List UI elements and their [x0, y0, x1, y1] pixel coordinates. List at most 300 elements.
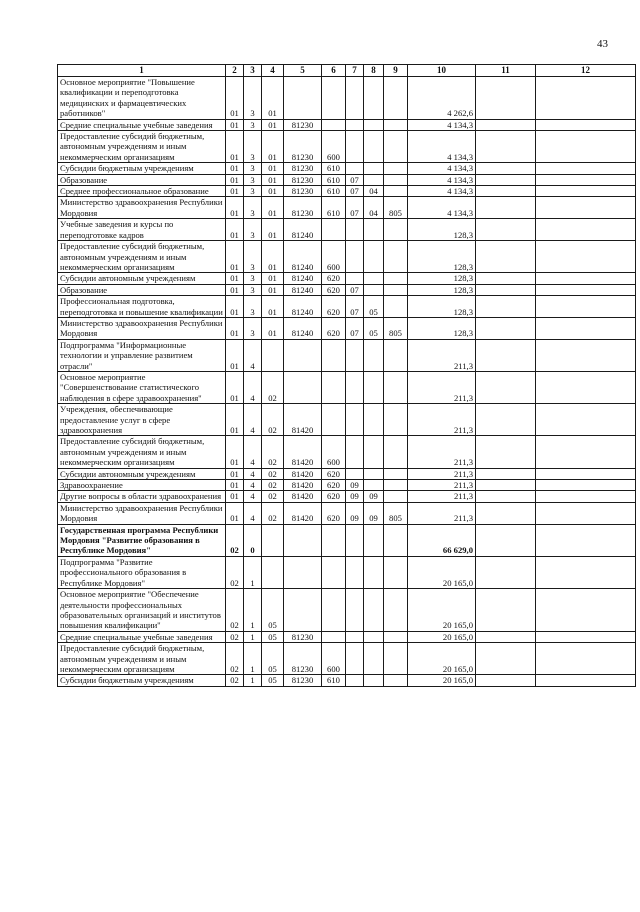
table-row [58, 480, 636, 491]
row-name-cell: Предоставление субсидий бюджетным, автономным учреждениям и иным некоммерческим организациям [58, 643, 226, 675]
amount-cell: 4 134,3 [408, 119, 476, 130]
code-cell-7 [346, 339, 364, 371]
code-cell-3: 3 [244, 296, 262, 318]
amount-cell: 4 134,3 [408, 186, 476, 197]
code-cell-2: 01 [226, 284, 244, 295]
code-cell-4: 02 [262, 371, 284, 403]
code-cell-5: 81420 [284, 480, 322, 491]
code-cell-7 [346, 371, 364, 403]
code-cell-6: 610 [322, 163, 346, 174]
code-cell-3: 3 [244, 241, 262, 273]
code-cell-4: 01 [262, 197, 284, 219]
empty-cell-11 [476, 502, 536, 524]
table-row [58, 524, 636, 556]
code-cell-2: 01 [226, 468, 244, 479]
code-cell-4: 02 [262, 491, 284, 502]
code-cell-6 [322, 339, 346, 371]
empty-cell-12 [536, 77, 636, 120]
empty-cell-12 [536, 556, 636, 588]
code-cell-3: 4 [244, 491, 262, 502]
header-col-1: 1 [58, 65, 226, 77]
code-cell-3: 3 [244, 186, 262, 197]
code-cell-6: 610 [322, 174, 346, 185]
code-cell-4: 05 [262, 643, 284, 675]
code-cell-6: 610 [322, 186, 346, 197]
code-cell-8: 09 [364, 502, 384, 524]
code-cell-9 [384, 436, 408, 468]
code-cell-6 [322, 524, 346, 556]
header-col-7: 7 [346, 65, 364, 77]
code-cell-2: 01 [226, 241, 244, 273]
code-cell-6: 620 [322, 317, 346, 339]
code-cell-3: 1 [244, 675, 262, 686]
code-cell-8 [364, 643, 384, 675]
code-cell-7: 07 [346, 186, 364, 197]
row-name-cell: Профессиональная подготовка, переподготовка и повышение квалификации [58, 296, 226, 318]
code-cell-5 [284, 77, 322, 120]
code-cell-9: 805 [384, 197, 408, 219]
row-name-cell: Предоставление субсидий бюджетным, автономным учреждениям и иным некоммерческим организациям [58, 131, 226, 163]
empty-cell-11 [476, 524, 536, 556]
amount-cell: 20 165,0 [408, 589, 476, 632]
code-cell-6: 620 [322, 468, 346, 479]
empty-cell-11 [476, 241, 536, 273]
code-cell-4: 01 [262, 77, 284, 120]
code-cell-5: 81230 [284, 197, 322, 219]
code-cell-2: 01 [226, 77, 244, 120]
header-col-12: 12 [536, 65, 636, 77]
row-name-cell: Субсидии бюджетным учреждениям [58, 163, 226, 174]
empty-cell-12 [536, 119, 636, 130]
table-row [58, 241, 636, 273]
empty-cell-12 [536, 371, 636, 403]
code-cell-9 [384, 163, 408, 174]
code-cell-9 [384, 186, 408, 197]
empty-cell-12 [536, 339, 636, 371]
empty-cell-12 [536, 197, 636, 219]
code-cell-6 [322, 119, 346, 130]
code-cell-2: 02 [226, 631, 244, 642]
code-cell-6 [322, 556, 346, 588]
code-cell-3: 3 [244, 284, 262, 295]
code-cell-9 [384, 589, 408, 632]
code-cell-8 [364, 284, 384, 295]
empty-cell-11 [476, 675, 536, 686]
code-cell-3: 3 [244, 174, 262, 185]
code-cell-4: 01 [262, 284, 284, 295]
code-cell-3: 1 [244, 631, 262, 642]
empty-cell-11 [476, 371, 536, 403]
amount-cell: 128,3 [408, 296, 476, 318]
code-cell-8 [364, 163, 384, 174]
table-row [58, 163, 636, 174]
code-cell-4 [262, 339, 284, 371]
code-cell-7: 07 [346, 296, 364, 318]
amount-cell: 128,3 [408, 317, 476, 339]
code-cell-4: 05 [262, 631, 284, 642]
table-row [58, 502, 636, 524]
row-name-cell: Предоставление субсидий бюджетным, автономным учреждениям и иным некоммерческим организациям [58, 241, 226, 273]
code-cell-7: 07 [346, 317, 364, 339]
code-cell-6 [322, 631, 346, 642]
empty-cell-11 [476, 436, 536, 468]
code-cell-8 [364, 675, 384, 686]
table-row [58, 273, 636, 284]
header-col-4: 4 [262, 65, 284, 77]
code-cell-9 [384, 273, 408, 284]
code-cell-5: 81230 [284, 163, 322, 174]
row-name-cell: Основное мероприятие "Обеспечение деятельности профессиональных образовательных организаций и институтов повышения квалификации" [58, 589, 226, 632]
code-cell-6: 620 [322, 273, 346, 284]
code-cell-5 [284, 339, 322, 371]
budget-table [57, 64, 636, 687]
empty-cell-12 [536, 589, 636, 632]
code-cell-7 [346, 675, 364, 686]
code-cell-5: 81420 [284, 404, 322, 436]
code-cell-7: 09 [346, 491, 364, 502]
code-cell-5 [284, 371, 322, 403]
code-cell-6: 620 [322, 502, 346, 524]
code-cell-6 [322, 371, 346, 403]
table-row [58, 371, 636, 403]
amount-cell: 128,3 [408, 219, 476, 241]
code-cell-8 [364, 468, 384, 479]
code-cell-9 [384, 675, 408, 686]
code-cell-8 [364, 631, 384, 642]
code-cell-7 [346, 219, 364, 241]
code-cell-9 [384, 131, 408, 163]
table-row [58, 186, 636, 197]
code-cell-6: 620 [322, 284, 346, 295]
empty-cell-11 [476, 404, 536, 436]
amount-cell: 4 134,3 [408, 174, 476, 185]
table-row [58, 131, 636, 163]
code-cell-8: 09 [364, 491, 384, 502]
amount-cell: 128,3 [408, 284, 476, 295]
code-cell-2: 02 [226, 675, 244, 686]
empty-cell-11 [476, 468, 536, 479]
empty-cell-12 [536, 317, 636, 339]
code-cell-6: 600 [322, 131, 346, 163]
code-cell-4: 01 [262, 219, 284, 241]
row-name-cell: Учебные заведения и курсы по переподготовке кадров [58, 219, 226, 241]
empty-cell-11 [476, 186, 536, 197]
header-row [58, 65, 636, 77]
code-cell-7 [346, 241, 364, 273]
empty-cell-12 [536, 502, 636, 524]
empty-cell-12 [536, 404, 636, 436]
code-cell-3: 4 [244, 339, 262, 371]
code-cell-2: 01 [226, 339, 244, 371]
code-cell-4: 05 [262, 675, 284, 686]
code-cell-9 [384, 524, 408, 556]
empty-cell-12 [536, 174, 636, 185]
empty-cell-11 [476, 273, 536, 284]
code-cell-9 [384, 468, 408, 479]
code-cell-3: 1 [244, 643, 262, 675]
code-cell-2: 01 [226, 491, 244, 502]
code-cell-6: 600 [322, 643, 346, 675]
empty-cell-12 [536, 241, 636, 273]
code-cell-9 [384, 643, 408, 675]
code-cell-5 [284, 589, 322, 632]
table-row [58, 296, 636, 318]
code-cell-3: 3 [244, 197, 262, 219]
code-cell-3: 4 [244, 502, 262, 524]
table-body [58, 77, 636, 687]
empty-cell-12 [536, 436, 636, 468]
row-name-cell: Средние специальные учебные заведения [58, 631, 226, 642]
empty-cell-12 [536, 186, 636, 197]
empty-cell-11 [476, 296, 536, 318]
amount-cell: 20 165,0 [408, 675, 476, 686]
code-cell-7 [346, 631, 364, 642]
empty-cell-11 [476, 317, 536, 339]
header-col-11: 11 [476, 65, 536, 77]
table-row [58, 174, 636, 185]
code-cell-2: 01 [226, 480, 244, 491]
code-cell-3: 3 [244, 77, 262, 120]
amount-cell: 211,3 [408, 436, 476, 468]
code-cell-7 [346, 556, 364, 588]
code-cell-5: 81230 [284, 119, 322, 130]
code-cell-2: 02 [226, 589, 244, 632]
code-cell-2: 01 [226, 502, 244, 524]
code-cell-6 [322, 77, 346, 120]
code-cell-6 [322, 219, 346, 241]
code-cell-3: 3 [244, 273, 262, 284]
code-cell-5: 81420 [284, 502, 322, 524]
empty-cell-12 [536, 631, 636, 642]
code-cell-8 [364, 556, 384, 588]
code-cell-9 [384, 174, 408, 185]
header-col-2: 2 [226, 65, 244, 77]
code-cell-2: 01 [226, 186, 244, 197]
code-cell-7 [346, 404, 364, 436]
code-cell-6: 610 [322, 675, 346, 686]
code-cell-4: 01 [262, 317, 284, 339]
code-cell-2: 01 [226, 371, 244, 403]
empty-cell-12 [536, 491, 636, 502]
code-cell-3: 3 [244, 219, 262, 241]
table-row [58, 197, 636, 219]
code-cell-9 [384, 219, 408, 241]
code-cell-7 [346, 163, 364, 174]
code-cell-8 [364, 436, 384, 468]
code-cell-8 [364, 524, 384, 556]
code-cell-5: 81230 [284, 643, 322, 675]
code-cell-3: 4 [244, 404, 262, 436]
row-name-cell: Здравоохранение [58, 480, 226, 491]
code-cell-8 [364, 480, 384, 491]
empty-cell-12 [536, 468, 636, 479]
table-row [58, 675, 636, 686]
row-name-cell: Средние специальные учебные заведения [58, 119, 226, 130]
code-cell-8 [364, 174, 384, 185]
code-cell-8 [364, 131, 384, 163]
amount-cell: 211,3 [408, 371, 476, 403]
empty-cell-11 [476, 119, 536, 130]
table-row [58, 631, 636, 642]
empty-cell-12 [536, 480, 636, 491]
code-cell-4: 01 [262, 163, 284, 174]
code-cell-8 [364, 404, 384, 436]
empty-cell-11 [476, 284, 536, 295]
amount-cell: 4 134,3 [408, 131, 476, 163]
header-col-6: 6 [322, 65, 346, 77]
code-cell-9: 805 [384, 502, 408, 524]
code-cell-4: 02 [262, 436, 284, 468]
code-cell-5: 81240 [284, 219, 322, 241]
code-cell-9 [384, 284, 408, 295]
empty-cell-11 [476, 480, 536, 491]
code-cell-4: 02 [262, 404, 284, 436]
row-name-cell: Среднее профессиональное образование [58, 186, 226, 197]
code-cell-7 [346, 589, 364, 632]
code-cell-3: 4 [244, 468, 262, 479]
code-cell-4: 02 [262, 480, 284, 491]
code-cell-3: 4 [244, 436, 262, 468]
row-name-cell: Образование [58, 174, 226, 185]
code-cell-8 [364, 589, 384, 632]
code-cell-8: 05 [364, 296, 384, 318]
code-cell-9 [384, 404, 408, 436]
table-row [58, 317, 636, 339]
amount-cell: 20 165,0 [408, 631, 476, 642]
table-row [58, 468, 636, 479]
code-cell-4: 02 [262, 502, 284, 524]
code-cell-8 [364, 241, 384, 273]
row-name-cell: Основное мероприятие "Совершенствование статистического наблюдения в сфере здравоохранения" [58, 371, 226, 403]
code-cell-5: 81420 [284, 436, 322, 468]
row-name-cell: Предоставление субсидий бюджетным, автономным учреждениям и иным некоммерческим организациям [58, 436, 226, 468]
code-cell-7: 07 [346, 197, 364, 219]
code-cell-3: 4 [244, 371, 262, 403]
row-name-cell: Образование [58, 284, 226, 295]
code-cell-7 [346, 119, 364, 130]
code-cell-8: 05 [364, 317, 384, 339]
code-cell-5: 81230 [284, 675, 322, 686]
code-cell-5: 81240 [284, 317, 322, 339]
table-row [58, 436, 636, 468]
header-col-9: 9 [384, 65, 408, 77]
code-cell-7: 09 [346, 502, 364, 524]
code-cell-7: 07 [346, 284, 364, 295]
row-name-cell: Субсидии автономным учреждениям [58, 273, 226, 284]
table-row [58, 339, 636, 371]
amount-cell: 20 165,0 [408, 643, 476, 675]
row-name-cell: Основное мероприятие "Повышение квалификации и переподготовка медицинских и фармацевтических работников" [58, 77, 226, 120]
empty-cell-12 [536, 163, 636, 174]
table-row [58, 219, 636, 241]
code-cell-7 [346, 436, 364, 468]
row-name-cell: Учреждения, обеспечивающие предоставление услуг в сфере здравоохранения [58, 404, 226, 436]
code-cell-4: 01 [262, 119, 284, 130]
code-cell-5: 81240 [284, 273, 322, 284]
code-cell-9 [384, 480, 408, 491]
table-row [58, 119, 636, 130]
code-cell-2: 01 [226, 273, 244, 284]
code-cell-8 [364, 273, 384, 284]
code-cell-9 [384, 296, 408, 318]
empty-cell-12 [536, 219, 636, 241]
code-cell-6: 620 [322, 296, 346, 318]
amount-cell: 211,3 [408, 491, 476, 502]
table-row [58, 643, 636, 675]
amount-cell: 66 629,0 [408, 524, 476, 556]
empty-cell-11 [476, 556, 536, 588]
code-cell-9 [384, 119, 408, 130]
code-cell-9 [384, 371, 408, 403]
code-cell-4: 01 [262, 273, 284, 284]
code-cell-4: 01 [262, 131, 284, 163]
code-cell-2: 01 [226, 131, 244, 163]
code-cell-5 [284, 556, 322, 588]
code-cell-5: 81230 [284, 174, 322, 185]
row-name-cell: Государственная программа Республики Мордовия "Развитие образования в Республике Мордовия" [58, 524, 226, 556]
empty-cell-11 [476, 131, 536, 163]
code-cell-6: 610 [322, 197, 346, 219]
code-cell-4: 01 [262, 174, 284, 185]
page-number: 43 [597, 38, 608, 50]
code-cell-2: 01 [226, 404, 244, 436]
code-cell-2: 01 [226, 317, 244, 339]
code-cell-5: 81230 [284, 131, 322, 163]
code-cell-6: 620 [322, 491, 346, 502]
row-name-cell: Другие вопросы в области здравоохранения [58, 491, 226, 502]
amount-cell: 211,3 [408, 502, 476, 524]
code-cell-6: 600 [322, 241, 346, 273]
code-cell-3: 3 [244, 163, 262, 174]
code-cell-8 [364, 371, 384, 403]
code-cell-2: 02 [226, 643, 244, 675]
code-cell-3: 1 [244, 589, 262, 632]
table-row [58, 404, 636, 436]
code-cell-6 [322, 589, 346, 632]
code-cell-2: 01 [226, 296, 244, 318]
header-col-3: 3 [244, 65, 262, 77]
code-cell-4: 01 [262, 186, 284, 197]
table-row [58, 491, 636, 502]
code-cell-5: 81420 [284, 468, 322, 479]
amount-cell: 128,3 [408, 273, 476, 284]
code-cell-9 [384, 77, 408, 120]
empty-cell-11 [476, 631, 536, 642]
code-cell-7 [346, 643, 364, 675]
table-row [58, 284, 636, 295]
code-cell-8 [364, 219, 384, 241]
code-cell-2: 02 [226, 524, 244, 556]
empty-cell-12 [536, 273, 636, 284]
empty-cell-11 [476, 174, 536, 185]
amount-cell: 211,3 [408, 339, 476, 371]
code-cell-9 [384, 556, 408, 588]
amount-cell: 128,3 [408, 241, 476, 273]
code-cell-4: 05 [262, 589, 284, 632]
amount-cell: 4 262,6 [408, 77, 476, 120]
code-cell-8 [364, 119, 384, 130]
table-row [58, 589, 636, 632]
code-cell-4 [262, 524, 284, 556]
empty-cell-11 [476, 77, 536, 120]
row-name-cell: Министерство здравоохранения Республики Мордовия [58, 502, 226, 524]
code-cell-4: 02 [262, 468, 284, 479]
table-row [58, 77, 636, 120]
code-cell-5: 81240 [284, 296, 322, 318]
code-cell-2: 01 [226, 219, 244, 241]
empty-cell-12 [536, 643, 636, 675]
amount-cell: 211,3 [408, 468, 476, 479]
